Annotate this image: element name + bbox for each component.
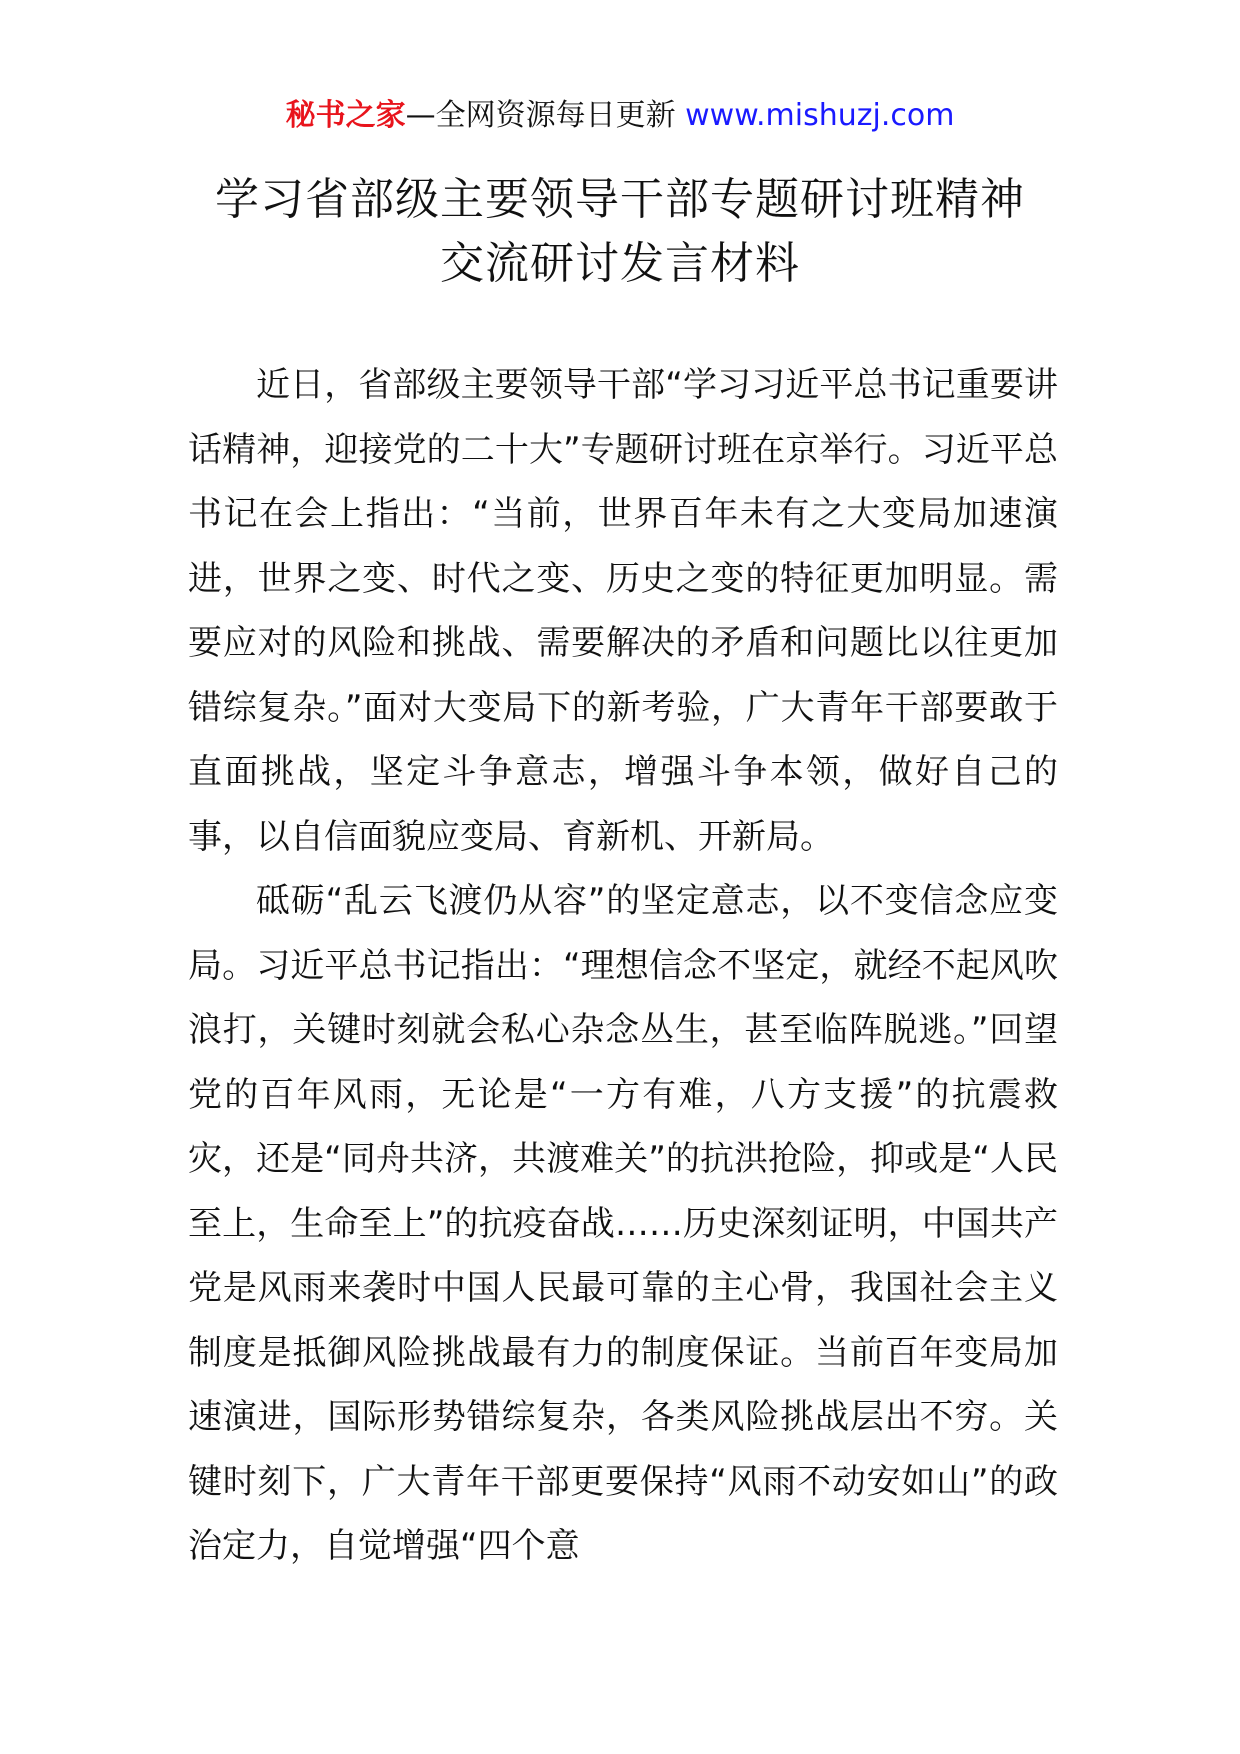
title-line-2: 交流研讨发言材料 bbox=[440, 238, 800, 289]
site-header bbox=[0, 96, 1240, 136]
brand-name: 秘书之家 bbox=[285, 98, 406, 133]
body-paragraph: 近日，省部级主要领导干部“学习习近平总书记重要讲话精神，迎接党的二十大”专题研讨班在京举行。习近平总书记在会上指出：“当前，世界百年未有之大变局加速演进，世界之变、时代之变、历史之变的特征更加明显。需要应对的风险和挑战、需要解决的矛盾和问题比以往更加错综复杂。”面对大变局下的新考验，广大青年干部要敢于直面挑战，坚定斗争意志，增强斗争本领，做好自己的事，以自信面貌应变局、育新机、开新局。 bbox=[188, 365, 1058, 857]
document-title bbox=[140, 168, 1100, 296]
body-paragraph: 砥砺“乱云飞渡仍从容”的坚定意志，以不变信念应变局。习近平总书记指出：“理想信念不坚定，就经不起风吹浪打，关键时刻就会私心杂念丛生，甚至临阵脱逃。”回望党的百年风雨，无论是“一方有难，八方支援”的抗震救灾，还是“同舟共济，共渡难关”的抗洪抢险，抑或是“人民至上，生命至上”的抗疫奋战……历史深刻证明，中国共产党是风雨来袭时中国人民最可靠的主心骨，我国社会主义制度是抵御风险挑战最有力的制度保证。当前百年变局加速演进，国际形势错综复杂，各类风险挑战层出不穷。关键时刻下，广大青年干部更要保持“风雨不动安如山”的政治定力，自觉增强“四个意 bbox=[188, 881, 1058, 1566]
document-body bbox=[188, 353, 1058, 1579]
title-line-1: 学习省部级主要领导干部专题研讨班精神 bbox=[215, 174, 1025, 225]
header-tagline: —全网资源每日更新 bbox=[405, 98, 686, 133]
site-url-link[interactable]: www.mishuzj.com bbox=[685, 98, 955, 133]
